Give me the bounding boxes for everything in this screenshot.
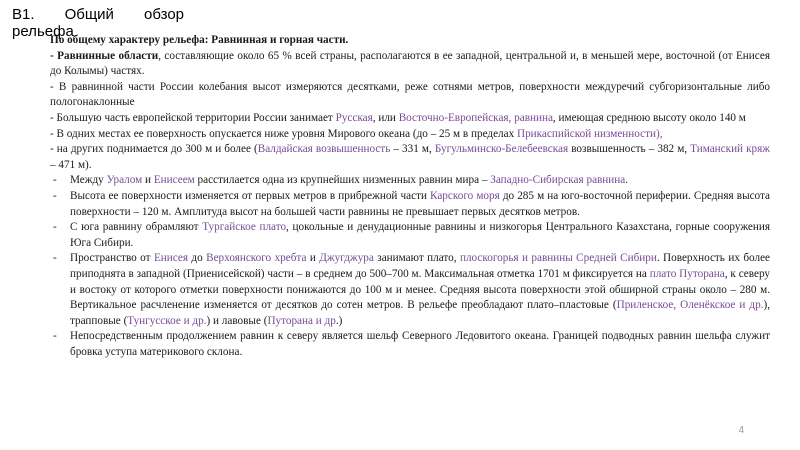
link-urals[interactable]: Уралом [106, 174, 143, 187]
list-text: ), трапповые ( [70, 299, 770, 327]
list-item [50, 189, 770, 220]
content-heading: По общему характеру рельефа: Равнинная и горная части. [50, 34, 349, 46]
link-yenisei-2[interactable]: Енисея [153, 252, 188, 265]
paragraph-text: – 471 м). [50, 158, 92, 171]
list-item [50, 251, 770, 329]
list-text: до [187, 252, 207, 265]
list-text: . Поверхность их более приподнята в западной (Приенисейской) части – в среднем до 500–700 м. Максимальная отметка 1701 м фиксируется на [70, 252, 771, 280]
bullet-list [50, 173, 770, 360]
link-bugulma-belebey[interactable]: Бугульминско-Белебеевская [434, 143, 569, 156]
paragraph-text: , или [372, 111, 399, 124]
link-russian[interactable]: Русская [335, 111, 373, 124]
page-number: 4 [738, 425, 744, 436]
title-word-overview: обзор [144, 6, 184, 23]
list-text: Между [70, 174, 107, 187]
link-timan-ridge[interactable]: Тиманский кряж [690, 143, 771, 156]
paragraph-text: - Большую часть европейской территории России занимает [50, 111, 336, 124]
link-yenisei[interactable]: Енисеем [153, 174, 195, 187]
paragraph-russian-plain [50, 111, 770, 127]
list-text: С юга равнину обрамляют [70, 221, 203, 234]
paragraph-below-sea-level [50, 127, 770, 143]
paragraph-text: , составляющие около 65 % всей страны, располагаются в ее западной, центральной и, в меньшей мере, восточной (от Енисея до Колымы) частях. [50, 49, 770, 78]
list-text: и [142, 174, 154, 187]
paragraph-text: - В одних местах ее поверхность опускается ниже уровня Мирового океана (до – 25 м в пределах [50, 127, 517, 140]
list-text: .) [335, 314, 343, 327]
list-text: и [306, 252, 320, 265]
link-dzhugdzhur[interactable]: Джугджура [319, 252, 374, 265]
list-text: Пространство от [70, 252, 154, 265]
link-verkhoyansk-range[interactable]: Верхоянского хребта [206, 252, 307, 265]
paragraph-plains-area [50, 49, 770, 80]
link-putorana-plateau[interactable]: плато Путорана [649, 267, 725, 280]
list-text: . [625, 174, 629, 187]
list-item [50, 173, 770, 189]
list-text: расстилается одна из крупнейших низменных равнин мира – [194, 174, 491, 187]
plains-term: - Равнинные области [50, 49, 159, 62]
list-item: - Непосредственным продолжением равнин к северу является шельф Северного Ледовитого океана. Границей подводных равнин шельфа служит бровка уступа материкового склона. [50, 329, 770, 360]
link-valdai-upland[interactable]: Валдайская возвышенность [257, 143, 391, 156]
list-text: до 285 м на юго-восточной периферии. Средняя высота поверхности – 120 м. Амплитуда высот на большей части равнины не превышает первых десятков метров. [70, 189, 770, 218]
list-text: ) и лавовые ( [206, 314, 268, 327]
link-west-siberian-plain[interactable]: Западно-Сибирская равнина [490, 174, 626, 187]
title-word-general: Общий [64, 6, 114, 23]
link-tunguska[interactable]: Тунгусское и др. [127, 314, 207, 327]
list-text: занимают плато, [373, 252, 460, 265]
list-text: , к северу и востоку от которого отметки поверхности понижаются до 100 м и менее. Средняя высота поверхности этой обширной страны около – 280 м. Вертикальное расчленение изменяется от десятков до сотен метров. В рельефе преобладают плато–пластовые ( [70, 267, 770, 312]
link-prilenskoe-olenek[interactable]: Приленское, Оленёкское и др. [616, 299, 764, 312]
paragraph-text: – 331 м, [390, 143, 435, 156]
list-text: , цокольные и денудационные равнины и низкогорья Центрального Казахстана, горные сооружения Юга Сибири. [70, 221, 770, 249]
link-caspian-lowland[interactable]: Прикаспийской низменности), [516, 127, 663, 140]
list-item [50, 220, 770, 251]
paragraph-uplands [50, 142, 770, 173]
paragraph-text: - на других поднимается до 300 м и более ( [50, 143, 258, 156]
title-word-relief: рельефа [12, 23, 74, 40]
link-putorana[interactable]: Путорана и др [267, 314, 336, 327]
link-turgai-plateau[interactable]: Тургайское плато [202, 221, 287, 234]
paragraph-text: возвышенность – 382 м, [568, 143, 691, 156]
title-number: В1. [12, 6, 35, 23]
slide-content [50, 33, 770, 360]
link-east-european-plain[interactable]: Восточно-Европейская, равнина [398, 111, 553, 124]
link-kara-sea[interactable]: Карского моря [430, 189, 500, 202]
paragraph-text: , имеющая среднюю высоту около 140 м [552, 111, 746, 124]
paragraph-height-variation: - В равнинной части России колебания высот измеряются десятками, реже сотнями метров, поверхности междуречий субгоризонтальные либо пологонаклонные [50, 80, 770, 109]
link-central-siberia[interactable]: плоскогорья и равнины Средней Сибири [459, 252, 657, 265]
list-text: Высота ее поверхности изменяется от первых метров в прибрежной части [70, 189, 431, 202]
